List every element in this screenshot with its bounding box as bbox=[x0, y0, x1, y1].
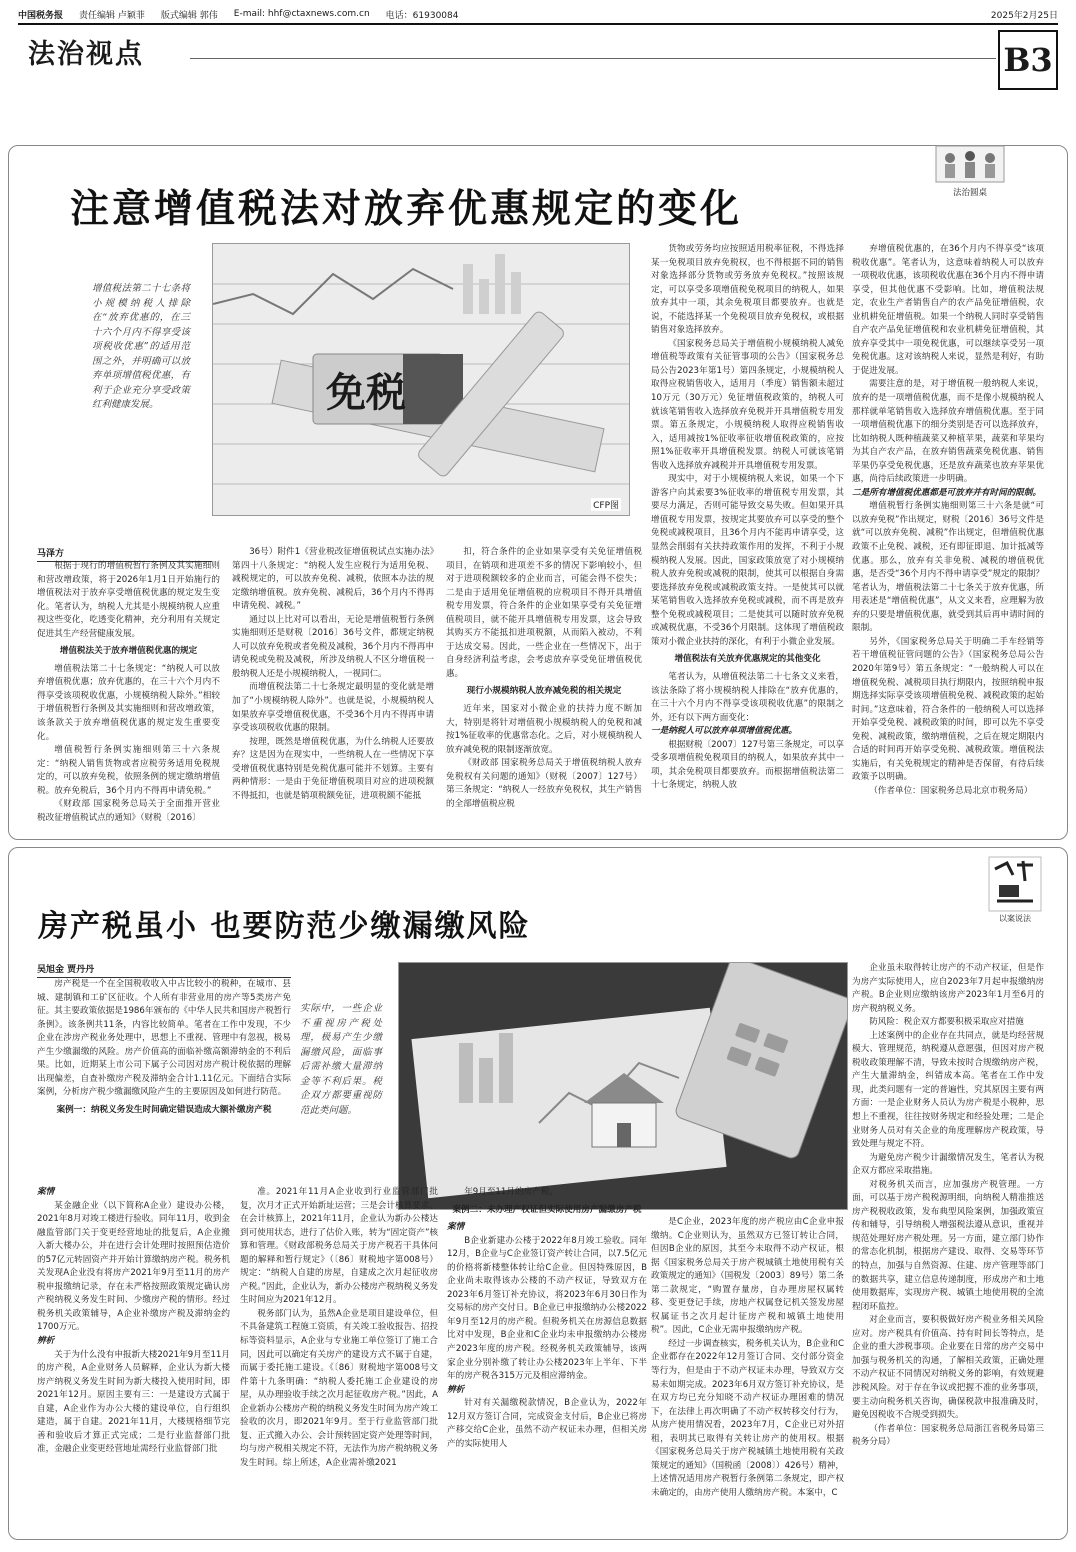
paragraph: 增值税暂行条例实施细则第三十六条是就“可以放弃免税”作出规定，财税〔2016〕36号文件是就“可以放弃免税、减税”作出规定，但增值税优惠政策不止免税、减税，还有即征即退、加计抵减等优惠。那么，放弃有关非免税、减税的增值税优惠，是否受“36个月内不得申请享受”规定的限制？笔者认为，增值税法第二十七条关于放弃优惠，所用表述是“增值税优惠”，从文义来看，应理解为放弃的只要是增值税优惠，就受到其后再申请时间的限制。 bbox=[852, 501, 1044, 634]
paragraph: 根据于现行的增值税暂行条例及其实施细则和营改增政策，将于2026年1月1日开始施行的增值税法对于放弃享受增值税优惠的规定发生变化。笔者认为，纳税人尤其是小规模纳税人应重视这些变化，吃透变化精神，充分利用有关规定促进其生产经营健康发展。 bbox=[37, 561, 220, 639]
paragraph: 年9月至11月的房产税。 bbox=[464, 1187, 558, 1197]
paragraph: 货物或劳务均应按照适用税率征税，不得选择某一免税项目放弃免税权，也不得根据不同的销售对象选择部分货物或劳务放弃免税权。”按照该规定，可以享受多项增值税免税项目的纳税人，如果放弃其中一项，其余免税项目都要放弃。也就是说，不能选择某一个免税项目放弃免税权，或根据销售对象选择放弃。 bbox=[651, 244, 844, 336]
article-1-photo bbox=[212, 243, 630, 516]
paragraph: 近年来，国家对小微企业的扶持力度不断加大，特别是将针对增值税小规模纳税人的免税和减按1%征收率的优惠常态化。之后，对小规模纳税人放弃减免税的限制逐渐放宽。 bbox=[446, 704, 642, 755]
article-2-column-5 bbox=[852, 962, 1044, 1528]
paragraph: 而增值税法第二十七条规定最明显的变化就是增加了“小规模纳税人除外”。也就是说，小规模纳税人如果放弃享受增值税优惠，不受36个月内不得再申请享受该项税收优惠的限制。 bbox=[232, 682, 434, 734]
subheading: 增值税法有关放弃优惠规定的其他变化 bbox=[674, 654, 821, 665]
paragraph: 按理，既然是增值税优惠，为什么纳税人还要放弃？这是因为在现实中，一些纳税人在一些情况下享受增值税优惠特别是免税优惠可能并不划算。主要有两种情形：一是由于免征增值税项目对应的进项税额不得抵扣，也就是销项税额免征，进项税额不能抵 bbox=[232, 736, 434, 801]
paragraph: 案情 bbox=[447, 1222, 465, 1233]
article-1-column-1 bbox=[37, 560, 220, 830]
paragraph: 辨析 bbox=[37, 1336, 55, 1347]
article-1-column-4 bbox=[651, 243, 844, 830]
paragraph: 36号）附件1《营业税改征增值税试点实施办法》第四十八条规定：“纳税人发生应税行为适用免税、减税规定的，可以放弃免税、减税，依照本办法的规定缴纳增值税。放弃免税、减税后，36个月内不得再申请免税、减税。” bbox=[232, 547, 434, 612]
designer-credit: 版式编辑 郭伟 bbox=[160, 10, 218, 21]
article-2-pull-quote: 实际中，一些企业不重视房产税处理，极易产生少缴漏缴风险，面临事后需补缴大量滞纳金等不利后果。税企双方都要重视防范此类问题。 bbox=[300, 1003, 382, 1116]
article-2-column-1 bbox=[37, 1186, 230, 1528]
subheading: 增值税法关于放弃增值税优惠的规定 bbox=[59, 646, 198, 657]
photo-credit: CFP图 bbox=[591, 498, 621, 511]
column-logo-case bbox=[985, 855, 1045, 924]
page-header bbox=[18, 6, 1058, 22]
phone-text: 电话：61930084 bbox=[385, 10, 459, 21]
paragraph: 企业虽未取得转让房产的不动产权证，但是作为房产实际使用人，应自2023年7月起申报缴纳房产税。B企业则应缴纳该房产2023年1月至6月的房产税纳税义务。 bbox=[852, 963, 1044, 1014]
article-2-column-2 bbox=[240, 1186, 438, 1528]
case-logo-label: 以案说法 bbox=[999, 914, 1031, 923]
paragraph: （作者单位：国家税务总局北京市税务局） bbox=[869, 785, 1033, 796]
paragraph: 扣，符合条件的企业如果享受有关免征增值税项目，在销项和进项差不多的情况下影响较小，但对于进项税额较多的企业而言，可能会得不偿失；二是由于适用免征增值税的应税项目不得开具增值税专用发票，符合条件的企业如果享受有关免征增值税项目，就不能开具增值税专用发票，这会导致其购买方不能抵扣进项税额，从而陷入被动，不利于达成交易。因此，一些企业在一些情况下，出于自身经济利益考虑，会考虑放弃享受免征增值税优惠。 bbox=[446, 547, 642, 679]
tax-exempt-photo-illustration bbox=[213, 244, 630, 516]
article-2-column-4 bbox=[651, 1216, 844, 1528]
paragraph: 一是纳税人可以放弃单项增值税优惠。 bbox=[651, 726, 798, 737]
paragraph: 针对有关漏缴税款情况，B企业认为，2022年12月双方签订合同，完成资金支付后，B企业已将房产移交给C企业，虽然不动产权证未办理，但相关房产的实际使用人 bbox=[447, 1398, 647, 1449]
photo-text-mian: 免税 bbox=[326, 370, 406, 416]
section-rule bbox=[190, 58, 996, 59]
article-2-title: 房产税虽小 也要防范少缴漏缴风险 bbox=[38, 909, 531, 944]
paragraph: 根据财税〔2007〕127号第三条规定，可以享受多项增值税免税项目的纳税人，如果放弃其中一项，其余免税项目都要放弃。而根据增值税法第二十七条规定，纳税人放 bbox=[651, 739, 844, 791]
paragraph: 对税务机关而言，应加强房产税管理。一方面，可以基于房产税税源明细，向纳税人精准推送房产税税收政策，发布典型风险案例，加强政策宣传和辅导，引导纳税人增强税法遵从意识，重视并规范处理好房产税处理。另一方面，建立部门协作的常态化机制，根据房产建设、取得、交易等环节的特点，加强与自然资源、住建、房产管理等部门的数据共享，建立信息传递制度，形成房产和土地使用数据库，实现房产税、城镇土地使用税的全流程闭环监控。 bbox=[852, 1179, 1044, 1312]
paragraph: 现实中，对于小规模纳税人来说，如果一个下游客户向其索要3%征收率的增值税专用发票，其要尽力满足，否则可能导致交易失败。但如果开具增值税专用发票，按规定其要放弃可以享受的整个免税或减税项目，且36个月内不能再申请享受，这显然会削弱有关扶持政策作用的发挥，不利于小规模纳税人发展。因此，国家政策放宽了对小规模纳税人放弃免税或减税的限制，使其可以根据自身需要选择放弃免税或减税政策支持。一是使其可以就某笔销售收入选择放弃免税或减税，而不再是放弃整个免税或减税项目；二是使其可以随时放弃免税或减税优惠，不受36个月限制。这体现了增值税政策对小微企业扶持的深化，有利于小微企业发展。 bbox=[651, 474, 844, 647]
article-1-column-5 bbox=[852, 243, 1044, 830]
paragraph: 笔者认为，从增值税法第二十七条文义来看，该法条除了将小规模纳税人排除在“放弃优惠的，在三十六个月内不得享受该项税收优惠”的限制之外，还有以下两方面变化： bbox=[651, 671, 844, 723]
paragraph: 通过以上比对可以看出，无论是增值税暂行条例实施细则还是财税〔2016〕36号文件，都规定纳税人可以放弃免税或者免税及减税，36个月内不得再申请免税或免税及减税，所涉及纳税人不区分增值税一般纳税人还是小规模纳税人，一视同仁。 bbox=[232, 614, 434, 679]
paragraph: 准。2021年11月A企业收到行业监管部门批复，次月才正式开始新址运营；三是会计核算要求。在会计核算上，2021年11月，企业认为新办公楼达到可使用状态，进行了估价入账，转为“固定资产”核算和管理。《财政部税务总局关于房产税若干具体问题的解释和暂行规定》（〔86〕财税地字第008号）规定：“纳税人自建的房屋，自建成之次月起征收房产税。”因此，企业认为，新办公楼房产税纳税义务发生时间应为2021年12月。 bbox=[240, 1187, 438, 1306]
paragraph: （作者单位：国家税务总局浙江省税务局第三税务分局） bbox=[852, 1423, 1044, 1448]
paragraph: 税务部门认为，虽然A企业是项目建设单位，但不具备建筑工程施工资质，有关竣工验收报告、招投标等资料显示，A企业与专业施工单位签订了施工合同，因此可以确定有关房产的建设方式不属于自建，而属于委托施工建设。《〔86〕财税地字第008号文件第十九条明确：“纳税人委托施工企业建设的房屋，从办理验收手续之次月起征收房产税。”因此，A企业新办公楼房产税的纳税义务发生时间为房产竣工验收的次月，即2021年9月。至于行业监管部门批复、正式搬入办公、会计预转固定资产处理等时间，均与房产税相关规定不符，无法作为房产税纳税义务发生时间。综上所述，A企业需补缴2021 bbox=[240, 1308, 438, 1468]
paragraph: 上述案例中的企业存在共同点，就是均经营规模大、管理规范，纳税遵从意愿强，但因对房产税税收政策理解不清，导致未按时合规缴纳房产税，产生大量滞纳金，纠错成本高。笔者在工作中发现，此类问题有一定的普遍性，究其原因主要有两方面：一是企业财务人员认为房产税是小税种，思想上不重视，往往按财务规定和经验处理；二是企业财务人员对有关企业的角度理解房产税政策，导致处理与规定不符。 bbox=[852, 1030, 1044, 1150]
paragraph: 弃增值税优惠的，在36个月内不得享受“该项税收优惠”。笔者认为，这意味着纳税人可以放弃一项税收优惠，该项税收优惠在36个月内不得申请享受，但其他优惠不受影响。比如，增值税法规定，农业生产者销售自产的农产品免征增值税，农业机耕免征增值税。如果一个纳税人同时享受销售自产农产品免征增值税和农业机耕免征增值税，其放弃享受其中一项免税优惠，可以继续享受另一项免税优惠。这对该纳税人来说，显然是利好，有助于促进发展。 bbox=[852, 244, 1044, 376]
paragraph: 《财政部 国家税务总局关于增值税纳税人放弃免税权有关问题的通知》（财税〔2007〕127号）第三条规定：“纳税人一经放弃免税权，其生产销售的全部增值税应税 bbox=[446, 758, 642, 809]
header-rule bbox=[18, 23, 1058, 25]
page-number: B3 bbox=[998, 30, 1058, 90]
article-1-column-3 bbox=[446, 546, 642, 830]
paragraph: 增值税暂行条例实施细则第三十六条规定：“纳税人销售货物或者应税劳务适用免税规定的，可以放弃免税，依照条例的规定缴纳增值税。放弃免税后，36个月内不得再申请免税。” bbox=[37, 745, 220, 796]
article-2-intro bbox=[37, 978, 291, 1181]
paragraph: 防风险：税企双方都要积极采取应对措施 bbox=[869, 1017, 1024, 1028]
roundtable-logo-icon bbox=[934, 142, 1006, 186]
paper-name: 中国税务报 bbox=[18, 10, 64, 21]
subheading: 案例一：纳税义务发生时间确定错误造成大额补缴房产税 bbox=[56, 1104, 272, 1115]
issue-date: 2025年2月25日 bbox=[990, 10, 1058, 21]
article-1-title: 注意增值税法对放弃优惠规定的变化 bbox=[70, 186, 743, 232]
paragraph: 某金融企业（以下简称A企业）建设办公楼，2021年8月对竣工楼进行验收。同年11月，收到金融监管部门关于变更经营地址的批复后，A企业搬入新大楼办公，并在进行会计处理时按照预估造价的57亿元转固资产并开始计算缴纳房产税。税务机关发现A企业没有将房产2021年9月至11月的房产税申报缴纳记录，存在未严格按照政策规定确认房产税纳税义务发生时间、少缴房产税的情形。经过税务机关政策辅导，A企业补缴房产税及滞纳金约1700万元。 bbox=[37, 1200, 230, 1333]
column-logo-roundtable bbox=[930, 142, 1010, 198]
paragraph: 为避免房产税少计漏缴情况发生，笔者认为税企双方都应采取措施。 bbox=[852, 1152, 1044, 1177]
paragraph: B企业新建办公楼于2022年8月竣工验收。同年12月，B企业与C企业签订资产转让合同，以7.5亿元的价格将新楼整体转让给C企业。但因特殊原因，B企业尚未取得该办公楼的不动产权证，导致双方在2023年6月签订补充协议，将2023年6月30日作为交易标的房产交付日。B企业已申报缴纳办公楼2022年9月至12月的房产税。但税务机关在房源信息数据比对中发现，B企业和C企业均未申报缴纳办公楼房产2023年度的房产税。经税务机关政策辅导，该两家企业分别补缴了转让办公楼2023年上半年、下半年的房产税各315万元及相应滞纳金。 bbox=[447, 1235, 647, 1382]
editor-credit: 责任编辑 卢颖菲 bbox=[79, 10, 145, 21]
article-1-author: 马泽方 bbox=[37, 546, 212, 562]
paragraph: 是C企业，2023年度的房产税应由C企业申报缴纳。C企业则认为，虽然双方已签订转让合同，但因B企业的原因，其至今未取得不动产权证，根据《国家税务总局关于房产税城镇土地使用税有关政策规定的通知》（国税发〔2003〕89号）第二条第二款规定，“购置存量房，自办理房屋权属转移、变更登记手续，房地产权属登记机关签发房屋权属证书之次月起计征房产税和城镇土地使用税”。因此，C企业无需申报缴纳房产税。 bbox=[651, 1217, 844, 1336]
section-title: 法治视点 bbox=[28, 39, 144, 70]
email-text: E-mail: hhf@ctaxnews.com.cn bbox=[233, 9, 370, 19]
paragraph: 需要注意的是，对于增值税一般纳税人来说，放弃的是一项增值税优惠，而不是像小规模纳税人那样就单笔销售收入选择放弃增值税优惠。至于同一项增值税优惠下的细分类别是否可以选择放弃，比如纳税人既种植蔬菜又种植苹果，蔬菜和苹果均为其自产农产品，在放弃销售蔬菜免税优惠、销售苹果仍享受免税优惠，还是放弃蔬菜也放弃苹果优惠，尚待后续政策进一步明确。 bbox=[852, 379, 1044, 485]
article-2-photo bbox=[398, 962, 848, 1210]
paragraph: 增值税法第二十七条规定：“纳税人可以放弃增值税优惠；放弃优惠的，在三十六个月内不得享受该项税收优惠，小规模纳税人除外。”相较于增值税暂行条例及其实施细则和营改增政策，该条款关于放弃增值税优惠的规定发生重要变化。 bbox=[37, 663, 220, 742]
article-2-column-3 bbox=[447, 1186, 647, 1528]
paragraph: 关于为什么没有申报新大楼2021年9月至11月的房产税，A企业财务人员解释，企业认为新大楼房产纳税义务发生时间为新大楼投入使用时间，即2021年12月。原因主要有三：一是建设方式属于自建，A企业作为办公大楼的建设单位，自行组织建造，属于自建。2021年11月，大楼规格细节完善和验收后才算正式完成；二是行业监督部门批准，金融企业变更经营地址需经行业监督部门批 bbox=[37, 1349, 230, 1455]
paragraph: 辨析 bbox=[447, 1384, 465, 1395]
paragraph: 二是所有增值税优惠都是可放弃并有时间的限制。 bbox=[852, 487, 1042, 498]
paragraph: 另外，《国家税务总局关于明确二手车经销等若干增值税征管问题的公告》（国家税务总局公告2020年第9号）第五条规定：“一般纳税人可以在增值税免税、减税项目执行期限内，按照纳税申报期选择实际享受该项增值税免税、减税政策的起始时间。”这意味着，符合条件的一般纳税人可以选择开始享受免税、减税政策的时间，即可以先不享受免税、减税政策，缴纳增值税，之后在规定期限内合适的时间再开始享受免税、减税政策。增值税法实施后，有关免税规定的精神是否保留，有待后续政策予以明确。 bbox=[852, 636, 1044, 783]
article-2-authors: 吴旭金 贾丹丹 bbox=[37, 962, 291, 978]
subheading: 案例二：未办理产权证但实际使用房产漏缴房产税 bbox=[452, 1204, 642, 1215]
paragraph: 房产税是一个在全国税收收入中占比较小的税种，在城市、县城、建制镇和工矿区征收。个人所有非营业用的房产等5类房产免征。其主要政策依据是1986年颁布的《中华人民共和国房产税暂行条例》。该条例共11条，内容比较简单。笔者在工作中发现，不少企业在涉房产税业务处理中，思想上不重视、管理中有忽视，极易产生少缴漏缴的风险。房产价值高的面临补缴高额滞纳金的不利后果。比如，近期某上市公司下属子公司因对房产税计税依据的理解出现偏差，自查补缴房产税及滞纳金合计1.11亿元。下面结合实际案例，分析房产税少缴漏缴风险产生的主要原因及如何进行防范。 bbox=[37, 979, 291, 1098]
column-logo-label: 法治圆桌 bbox=[952, 188, 987, 198]
paragraph: 案情 bbox=[37, 1187, 55, 1197]
article-1-pull-quote: 增值税法第二十七条将小规模纳税人排除在“放弃优惠的，在三十六个月内不得享受该项税收优惠”的适用范围之外，并明确可以放弃单项增值税优惠，有利于企业充分享受政策红利健康发展。 bbox=[92, 283, 190, 410]
property-tax-photo-illustration bbox=[399, 963, 848, 1210]
subheading: 现行小规模纳税人放弃减免税的相关规定 bbox=[466, 686, 622, 697]
paragraph: 《财政部 国家税务总局关于全面推开营业税改征增值税试点的通知》（财税〔2016〕 bbox=[37, 799, 220, 823]
paragraph: 《国家税务总局关于增值税小规模纳税人减免增值税等政策有关征管事项的公告》（国家税务总局公告2023年第1号）第四条规定，小规模纳税人取得应税销售收入，适用月（季度）销售额未超过10万元（30万元）免征增值税政策的，纳税人可就该笔销售收入选择放弃免税并开具增值税专用发票。第五条规定，小规模纳税人取得应税销售收入，适用减按1%征收率征收增值税政策的，应按照1%征收率开具增值税发票。纳税人可就该笔销售收入选择放弃减税并开具增值税专用发票。 bbox=[651, 338, 844, 471]
case-law-logo-icon bbox=[987, 855, 1043, 913]
article-1-column-2 bbox=[232, 546, 434, 830]
paragraph: 经过一步调查核实，税务机关认为，B企业和C企业都存在2022年12月签订合同、交付部分资金等行为，但是由于不动产权证未办理，导致双方交易未如期完成。2023年6月双方签订补充协议，是在双方均已充分知晓不动产权证办理困难的情况下，在法律上再次明确了不动产权转移交付行为，从房产使用情况看，2023年7月，C企业已对外招租，表明其已取得有关转让房产的使用权。根据《国家税务总局关于房产税城镇土地使用税有关政策规定的通知》（国税函〔2008〕）426号）精神，上述情况适用房产税暂行条例第二条规定，即产权未确定的，由房产使用人缴纳房产税。本案中，C bbox=[651, 1338, 844, 1498]
paragraph: 对企业而言，要积极做好房产税业务相关风险应对。房产税具有价值高、持有时间长等特点，是企业的重大涉税事项。企业要在日常的房产交易中加强与税务机关的沟通，了解相关政策，正确处理不动产权证不同情况对纳税义务的影响，有效规避涉税风险。对于存在争议或把握不准的业务事项，要主动向税务机关咨询，确保税款申报准确及时，避免因税收不合规受到损失。 bbox=[852, 1315, 1044, 1421]
